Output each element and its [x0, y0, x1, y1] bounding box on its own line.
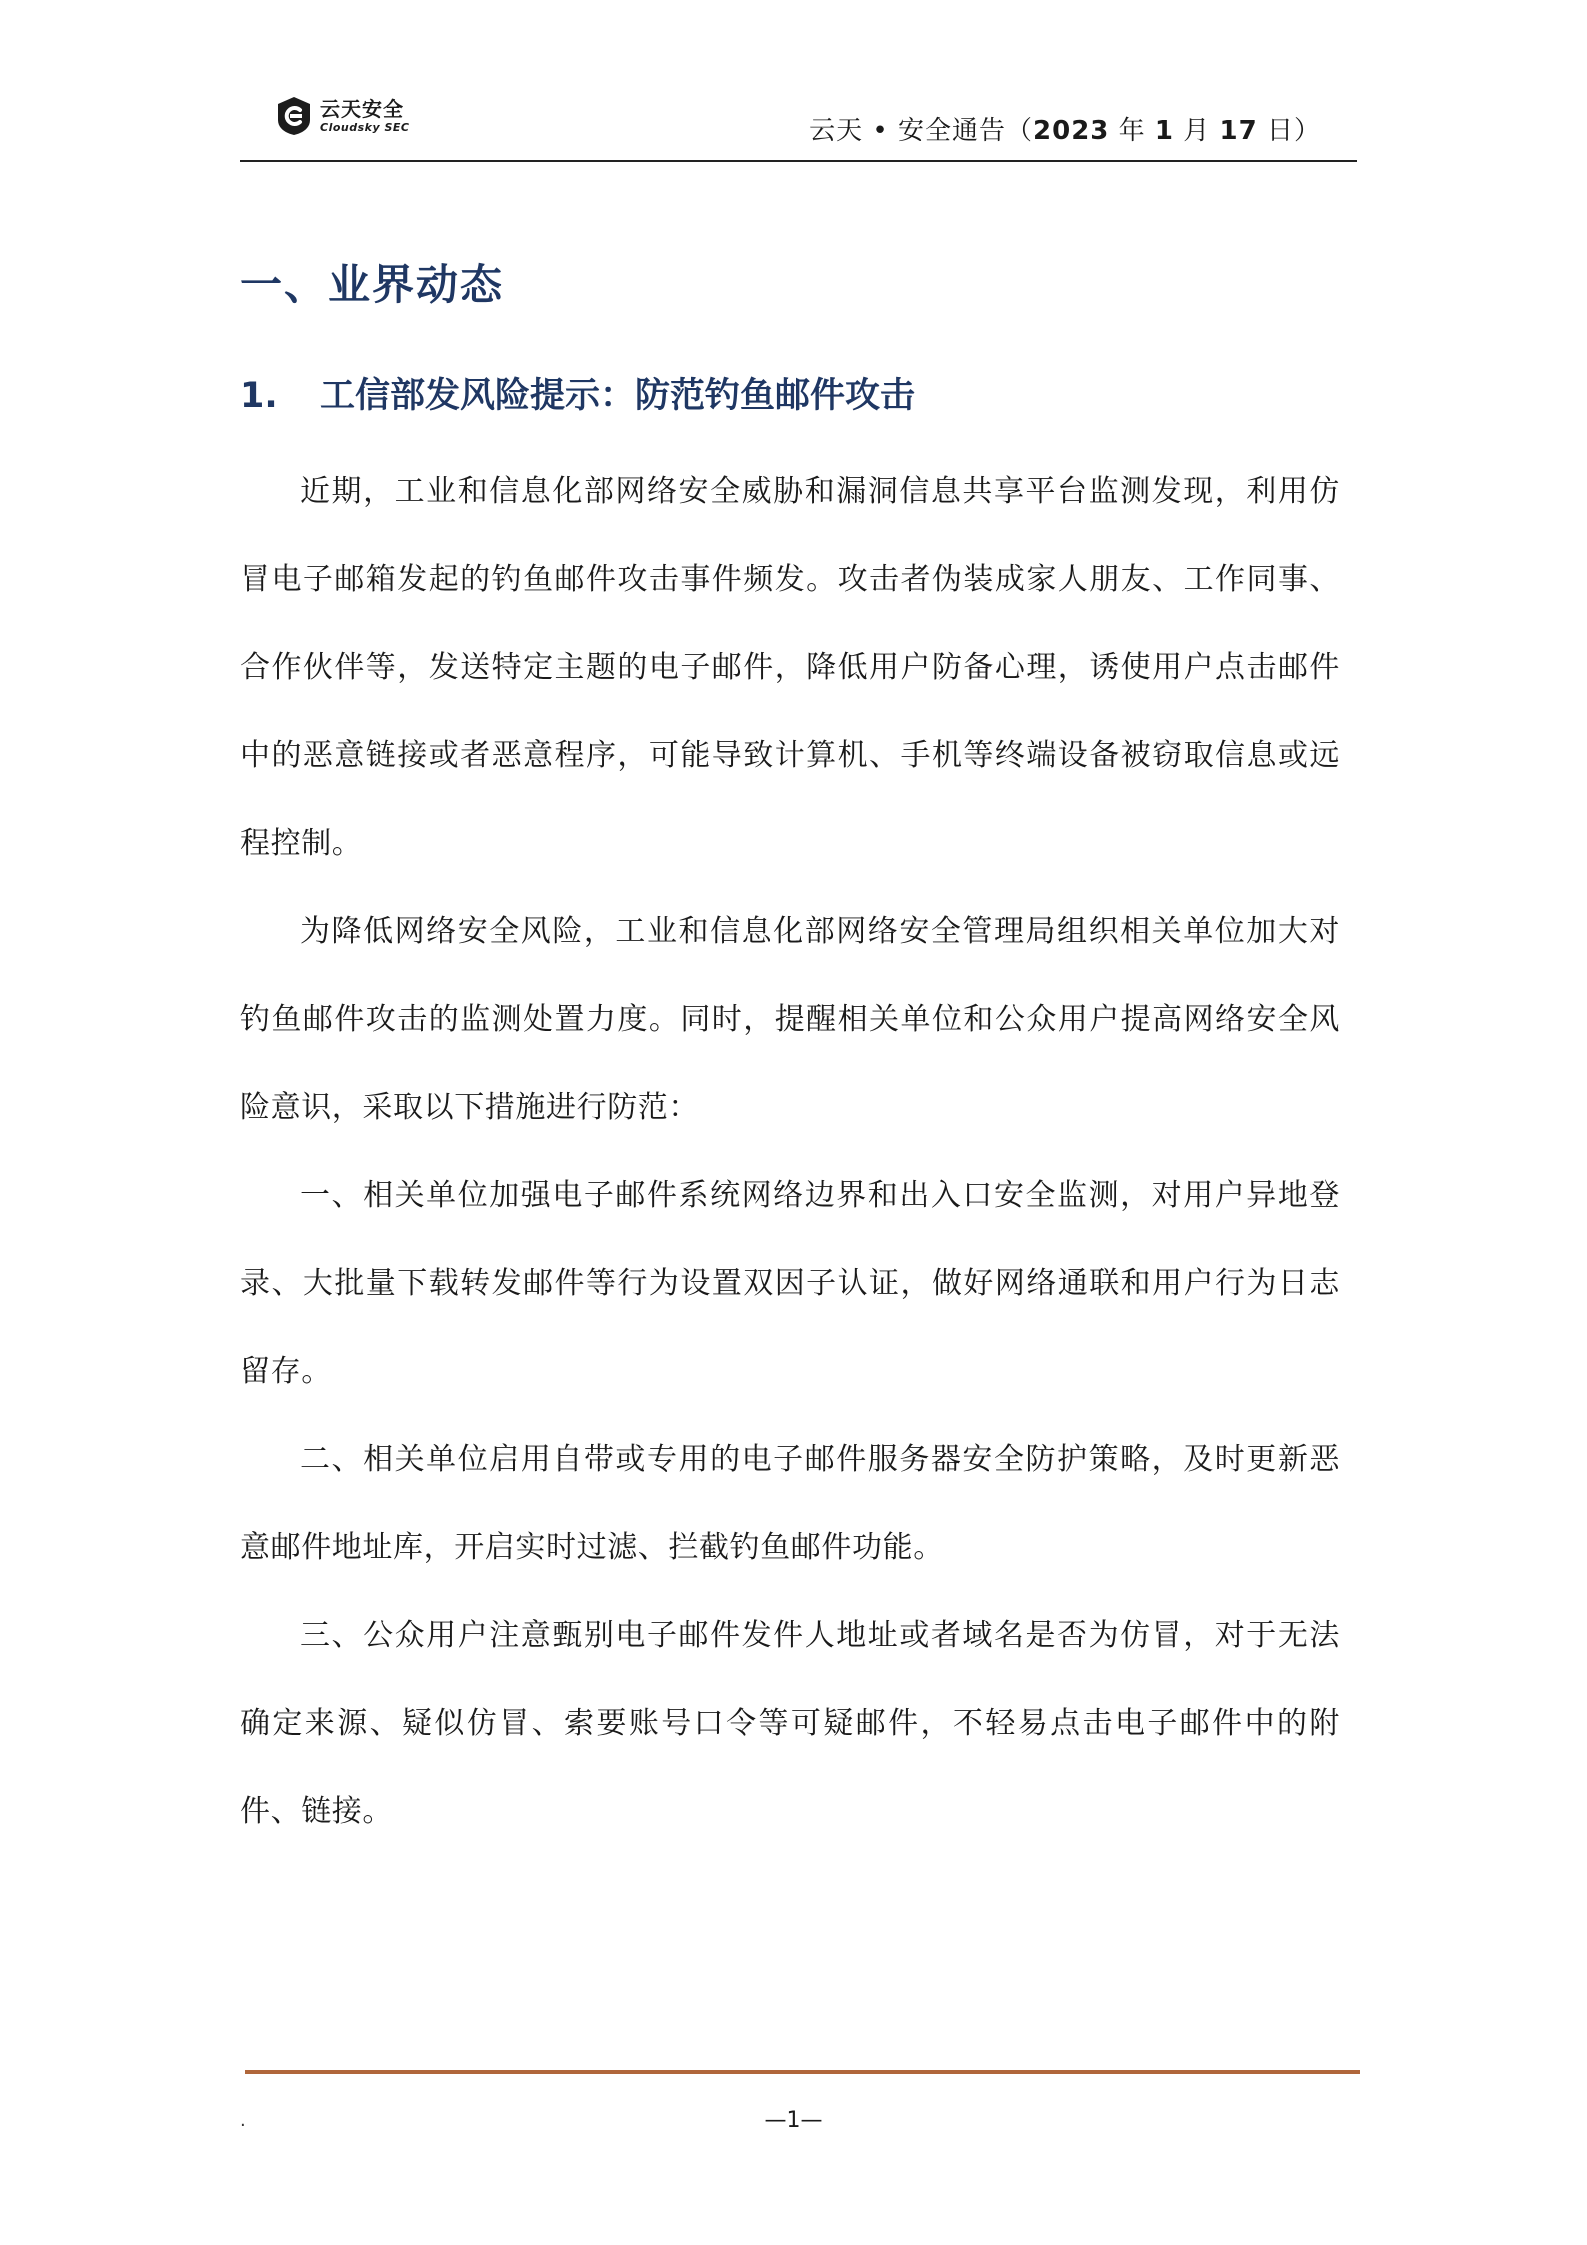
paragraph: 一、相关单位加强电子邮件系统网络边界和出入口安全监测，对用户异地登录、大批量下载转发邮件等行为设置双因子认证，做好网络通联和用户行为日志留存。	[240, 1178, 1340, 1389]
page-header	[240, 92, 1357, 162]
company-logo	[276, 96, 409, 136]
logo-text-cn: 云天安全	[320, 97, 404, 121]
footer-divider	[245, 2070, 1360, 2074]
bulletin-year-unit: 年	[1109, 116, 1155, 146]
article-heading	[240, 368, 915, 418]
paragraph: 三、公众用户注意甄别电子邮件发件人地址或者域名是否为仿冒，对于无法确定来源、疑似仿冒、索要账号口令等可疑邮件，不轻易点击电子邮件中的附件、链接。	[240, 1618, 1340, 1829]
paragraph: 近期，工业和信息化部网络安全威胁和漏洞信息共享平台监测发现，利用仿冒电子邮箱发起的钓鱼邮件攻击事件频发。攻击者伪装成家人朋友、工作同事、合作伙伴等，发送特定主题的电子邮件，降低用户防备心理，诱使用户点击邮件中的恶意链接或者恶意程序，可能导致计算机、手机等终端设备被窃取信息或远程控制。	[240, 474, 1340, 861]
bulletin-day: 17	[1219, 116, 1258, 146]
paragraph: 二、相关单位启用自带或专用的电子邮件服务器安全防护策略，及时更新恶意邮件地址库，开启实时过滤、拦截钓鱼邮件功能。	[240, 1442, 1340, 1565]
article-heading-number: 1.	[240, 376, 278, 416]
bulletin-title	[809, 110, 1321, 147]
bulletin-month-unit: 月	[1174, 116, 1220, 146]
header-divider	[240, 160, 1357, 162]
article-heading-text: 工信部发风险提示：防范钓鱼邮件攻击	[320, 376, 916, 416]
article-body	[240, 448, 1340, 1856]
bulletin-day-unit: 日）	[1257, 116, 1321, 146]
bulletin-title-prefix: 云天 • 安全通告（	[809, 116, 1034, 146]
bulletin-month: 1	[1154, 116, 1175, 146]
logo-text-en: Cloudsky SEC	[320, 121, 410, 134]
paragraph: 为降低网络安全风险，工业和信息化部网络安全管理局组织相关单位加大对钓鱼邮件攻击的监测处置力度。同时，提醒相关单位和公众用户提高网络安全风险意识，采取以下措施进行防范：	[240, 914, 1340, 1125]
page-number: —1—	[764, 2108, 823, 2133]
footer-mark: .	[240, 2110, 246, 2131]
bulletin-year: 2023	[1033, 116, 1110, 146]
section-heading: 一、业界动态	[240, 260, 505, 309]
cloudsky-logo-icon	[276, 96, 312, 136]
